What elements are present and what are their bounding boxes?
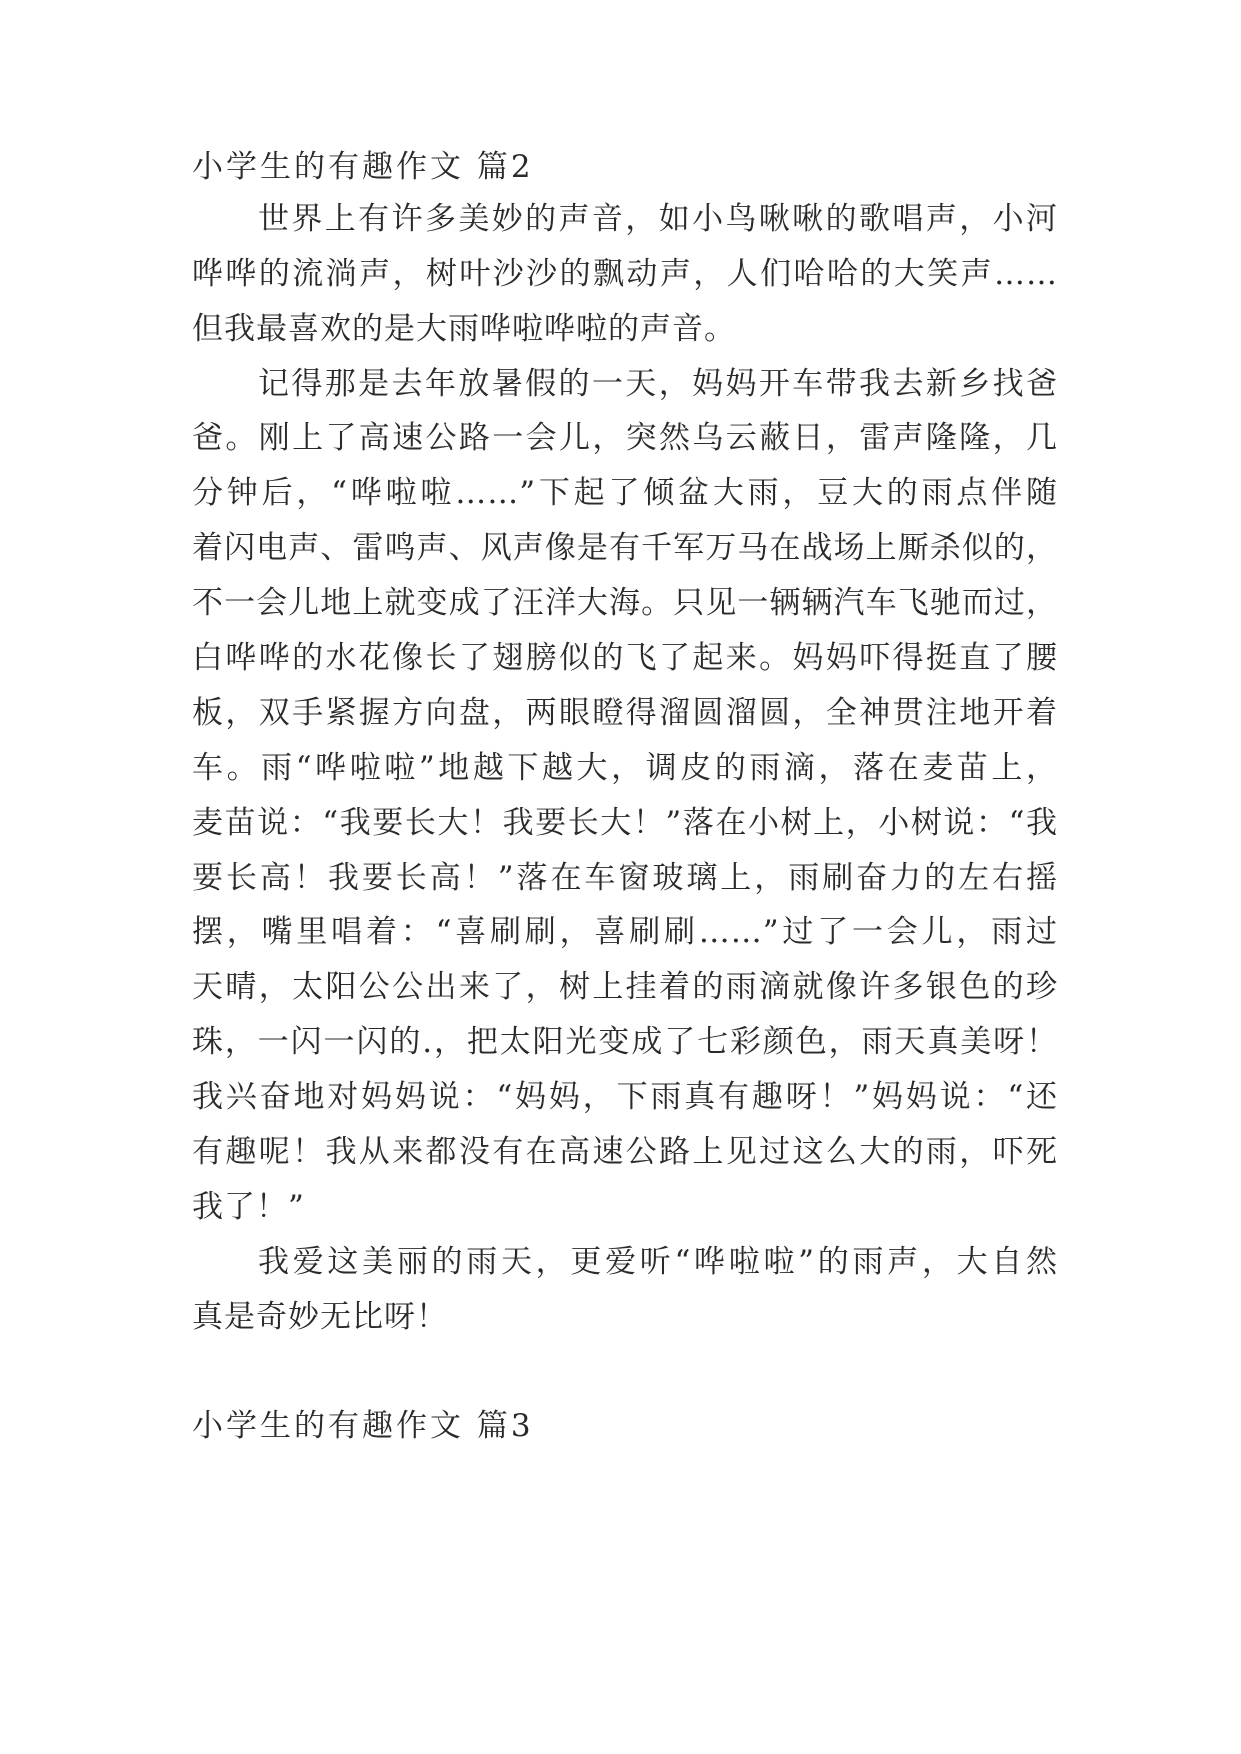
section-2-title: 小学生的有趣作文 篇2 [192, 149, 534, 185]
paragraph-1-line-2: 哗哗的流淌声，树叶沙沙的飘动声，人们哈哈的大笑声…… [192, 256, 1058, 292]
paragraph-2-line-4: 着闪电声、雷鸣声、风声像是有千军万马在战场上厮杀似的， [192, 530, 1058, 566]
paragraph-2-line-13: 珠，一闪一闪的.，把太阳光变成了七彩颜色，雨天真美呀！ [192, 1024, 1058, 1060]
section-3-title: 小学生的有趣作文 篇3 [192, 1408, 534, 1444]
paragraph-2-line-15: 有趣呢！我从来都没有在高速公路上见过这么大的雨，吓死 [192, 1134, 1058, 1170]
paragraph-2-line-2: 爸。刚上了高速公路一会儿，突然乌云蔽日，雷声隆隆，几 [192, 420, 1058, 456]
paragraph-1-line-3: 但我最喜欢的是大雨哗啦哗啦的声音。 [192, 311, 736, 347]
paragraph-3-line-2: 真是奇妙无比呀！ [192, 1299, 448, 1335]
paragraph-2-line-9: 麦苗说：“我要长大！我要长大！”落在小树上，小树说：“我 [192, 805, 1058, 841]
paragraph-2-line-3: 分钟后，“哗啦啦……”下起了倾盆大雨，豆大的雨点伴随 [192, 475, 1058, 511]
paragraph-2-line-1: 记得那是去年放暑假的一天，妈妈开车带我去新乡找爸 [258, 366, 1058, 402]
paragraph-2-line-5: 不一会儿地上就变成了汪洋大海。只见一辆辆汽车飞驰而过， [192, 585, 1058, 621]
paragraph-2-line-16: 我了！” [192, 1189, 305, 1225]
paragraph-2-line-10: 要长高！我要长高！”落在车窗玻璃上，雨刷奋力的左右摇 [192, 860, 1058, 896]
paragraph-1-line-1: 世界上有许多美妙的声音，如小鸟啾啾的歌唱声，小河 [258, 201, 1058, 237]
paragraph-2-line-7: 板，双手紧握方向盘，两眼瞪得溜圆溜圆，全神贯注地开着 [192, 695, 1058, 731]
paragraph-2-line-12: 天晴，太阳公公出来了，树上挂着的雨滴就像许多银色的珍 [192, 969, 1058, 1005]
paragraph-3-line-1: 我爱这美丽的雨天，更爱听“哗啦啦”的雨声，大自然 [258, 1244, 1058, 1280]
paragraph-2-line-6: 白哗哗的水花像长了翅膀似的飞了起来。妈妈吓得挺直了腰 [192, 640, 1058, 676]
paragraph-2-line-14: 我兴奋地对妈妈说：“妈妈，下雨真有趣呀！”妈妈说：“还 [192, 1079, 1058, 1115]
paragraph-2-line-11: 摆，嘴里唱着：“喜刷刷，喜刷刷……”过了一会儿，雨过 [192, 914, 1058, 950]
paragraph-2-line-8: 车。雨“哗啦啦”地越下越大，调皮的雨滴，落在麦苗上， [192, 750, 1058, 786]
